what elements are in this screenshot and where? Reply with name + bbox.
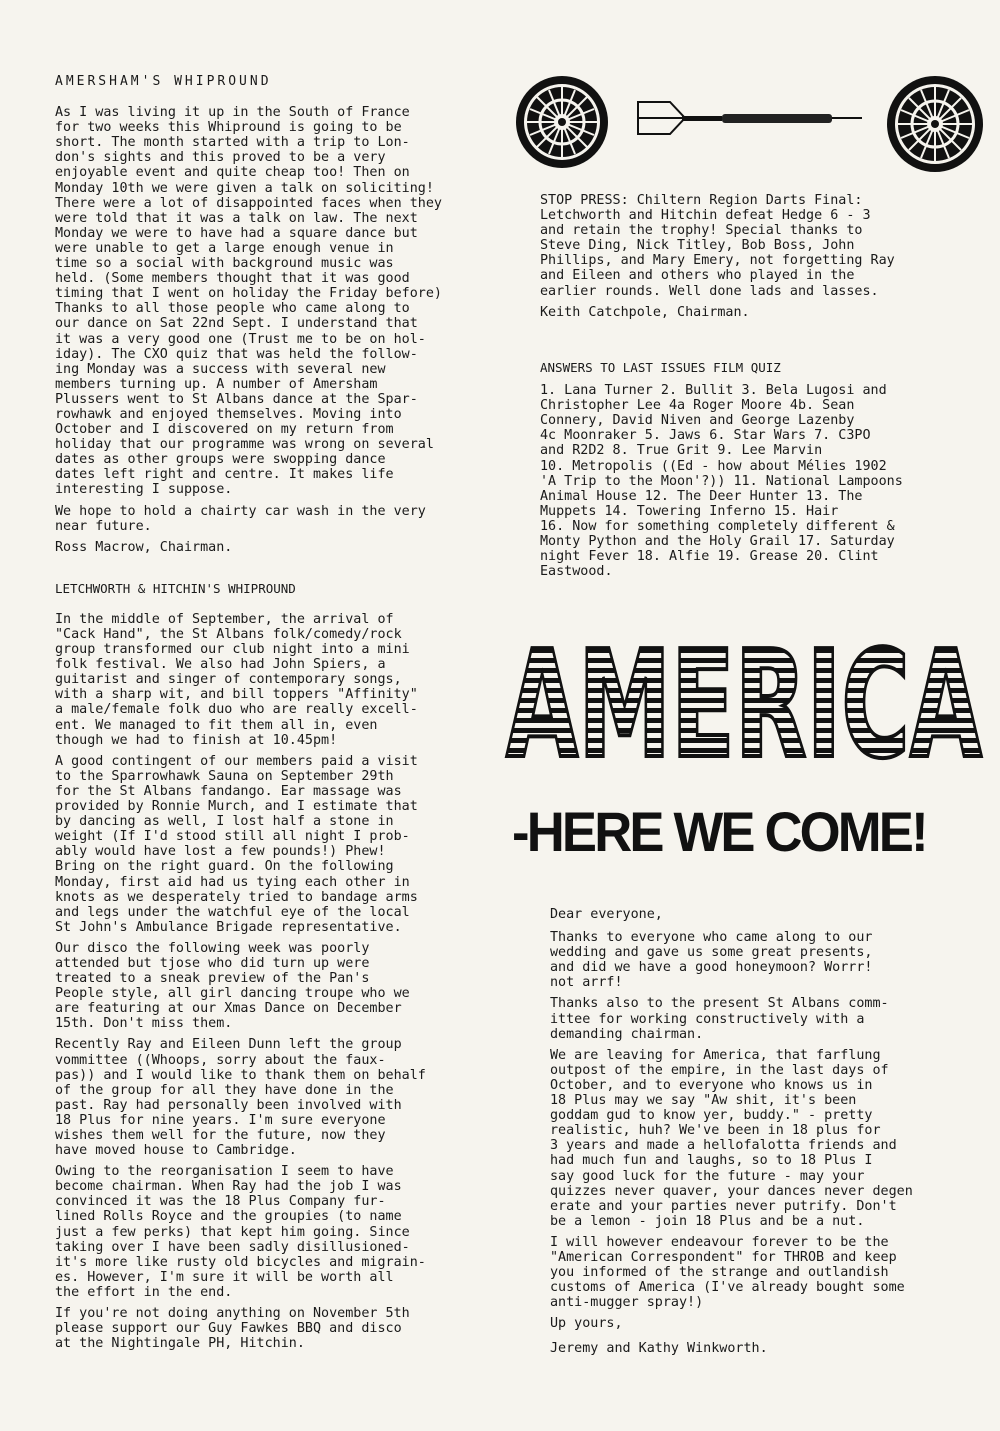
letter-closing: Up yours, [550,1316,623,1332]
farewell-letter [550,907,970,1363]
letter-paragraph: Thanks to everyone who came along to our wedding and gave us some great presents, and did we have a good honeymoon? Worrr! not arrf! [550,930,873,991]
letchworth-paragraph: In the middle of September, the arrival of "Cack Hand", the St Albans folk/comedy/rock group transformed our club night into a mini folk festival. We also had John Spiers, a guitarist and singer of contemporary songs, with a sharp wit, and bill toppers "Affinity" a male/female folk duo who are really excell- ent. We managed to fit them all in, even though we had to finish at 10.45pm! [55,611,418,748]
letchworth-paragraph: Our disco the following week was poorly attended but tjose who did turn up were treated to a sneak preview of the Pan's People style, all girl dancing troupe who we are featuring at our Xmas Dance on December 15th. Don't miss them. [55,940,410,1032]
letchworth-paragraph: Recently Ray and Eileen Dunn left the group vommittee ((Whoops, sorry about the faux- pas)) and I would like to thank them on behalf of the group for all they have done in the past. Ray had personally been involved with 18 Plus for nine years. I'm sure everyone wishes them well for the future, now they have moved house to Cambridge. [55,1037,426,1159]
film-quiz-answers: 1. Lana Turner 2. Bullit 3. Bela Lugosi and Christopher Lee 4a Roger Moore 4b. Sean Connery, David Niven and George Lazenby 4c Moonraker 5. Jaws 6. Star Wars 7. C3PO and R2D2 8. True Grit 9. Lee Marvin 10. Metropolis ((Ed - how about Mélies 1902 'A Trip to the Moon'?)) 11. National Lampoons Animal House 12. The Deer Hunter 13. The Muppets 14. Towering Inferno 15. Hair 16. Now for something completely different & Monty Python and the Holy Grail 17. Saturday night Fever 18. Alfie 19. Grease 20. Clint Eastwood. [540,383,903,580]
amersham-paragraph: We hope to hold a chairty car wash in the very near future. [55,503,426,534]
left-column [55,74,495,1357]
stop-press-signature: Keith Catchpole, Chairman. [540,304,750,320]
film-quiz-section [540,360,965,585]
film-quiz-title: ANSWERS TO LAST ISSUES FILM QUIZ [540,360,781,375]
amersham-signature: Ross Macrow, Chairman. [55,539,233,555]
letter-paragraph: Thanks also to the present St Albans comm- ittee for working constructively with a demanding chairman. [550,996,889,1042]
dartboard-icon [887,76,983,172]
letchworth-title: LETCHWORTH & HITCHIN'S WHIPROUND [55,580,296,596]
stop-press-section [540,193,960,326]
letter-paragraph: I will however endeavour forever to be the "American Correspondent" for THROB and keep you informed of the strange and outlandish customs of America (I've already bought some anti-mugger spray!) [550,1234,905,1311]
letchworth-paragraph: A good contingent of our members paid a visit to the Sparrowhawk Sauna on September 29th for the St Albans fandango. Ear massage was provided by Ronnie Murch, and I estimate that by dancing as well, I lost half a stone in weight (If I'd stood still all night I prob- ably would have lost a few pounds!) Phew! Bring on the right guard. On the following Monday, first aid had us tying each other in knots as we desperately tried to bandage arms and legs under the watchful eye of the local St John's Ambulance Brigade representative. [55,753,418,935]
america-word: AMERICA [506,628,982,778]
letter-signature: Jeremy and Kathy Winkworth. [550,1341,768,1357]
here-we-come-tagline: -HERE WE COME! [512,800,926,863]
letter-salutation: Dear everyone, [550,907,663,922]
dart-icon [638,102,862,134]
letter-paragraph: We are leaving for America, that farflung outpost of the empire, in the last days of October, and to everyone who knows us in 18 Plus may we say "Aw shit, it's been goddam gud to know yer, buddy." - pretty realistic, huh? We've been in 18 plus for 3 years and made a hellofalotta friends and had much fun and laughs, so to 18 Plus I say good luck for the future - may your quizzes never quaver, your dances never degen erate and your parties never putrify. Don't be a lemon - join 18 Plus and be a nut. [550,1047,913,1229]
stop-press-paragraph: STOP PRESS: Chiltern Region Darts Final: Letchworth and Hitchin defeat Hedge 6 - 3 and retain the trophy! Special thanks to Steve Ding, Nick Titley, Bob Boss, John Phillips, and Mary Emery, not forgetting Ray and Eileen and others who played in the earlier rounds. Well done lads and lasses. [540,193,895,299]
letchworth-paragraph: Owing to the reorganisation I seem to have become chairman. When Ray had the job I was convinced it was the 18 Plus Company fur- lined Rolls Royce and the groupies (to name just a few perks) that kept him going. Since taking over I have been sadly disillusioned- it's more like rusty old bicycles and migrain- es. However, I'm sure it will be worth all the effort in the end. [55,1164,426,1300]
dartboard-icon [516,76,608,168]
darts-illustration [510,72,995,172]
amersham-paragraph: As I was living it up in the South of France for two weeks this Whipround is going to be short. The month started with a trip to Lon- don's sights and this proved to be a very enjoyable event and quite cheap too! Then on Monday 10th we were given a talk on soliciting! There were a lot of disappointed faces when they were told that it was a talk on law. The next Monday we were to have had a square dance but were unable to get a large enough venue in time so a social with background music was held. (Some members thought that it was good timing that I went on holiday the Friday before) Thanks to all those people who came along to our dance on Sat 22nd Sept. I understand that it was a very good one (Trust me to be on hol- iday). The CXO quiz that was held the follow- ing Monday was a success with several new members turning up. A number of Amersham Plussers went to St Albans dance at the Spar- rowhawk and enjoyed themselves. Moving into October and I discovered on my return from holiday that our programme was wrong on several dates as other groups were swopping dance dates left right and centre. It makes life interesting I suppose. [55,105,442,498]
america-banner [500,628,990,778]
letchworth-paragraph: If you're not doing anything on November 5th please support our Guy Fawkes BBQ and disco at the Nightingale PH, Hitchin. [55,1306,410,1352]
amersham-title: AMERSHAM'S WHIPROUND [55,74,272,89]
